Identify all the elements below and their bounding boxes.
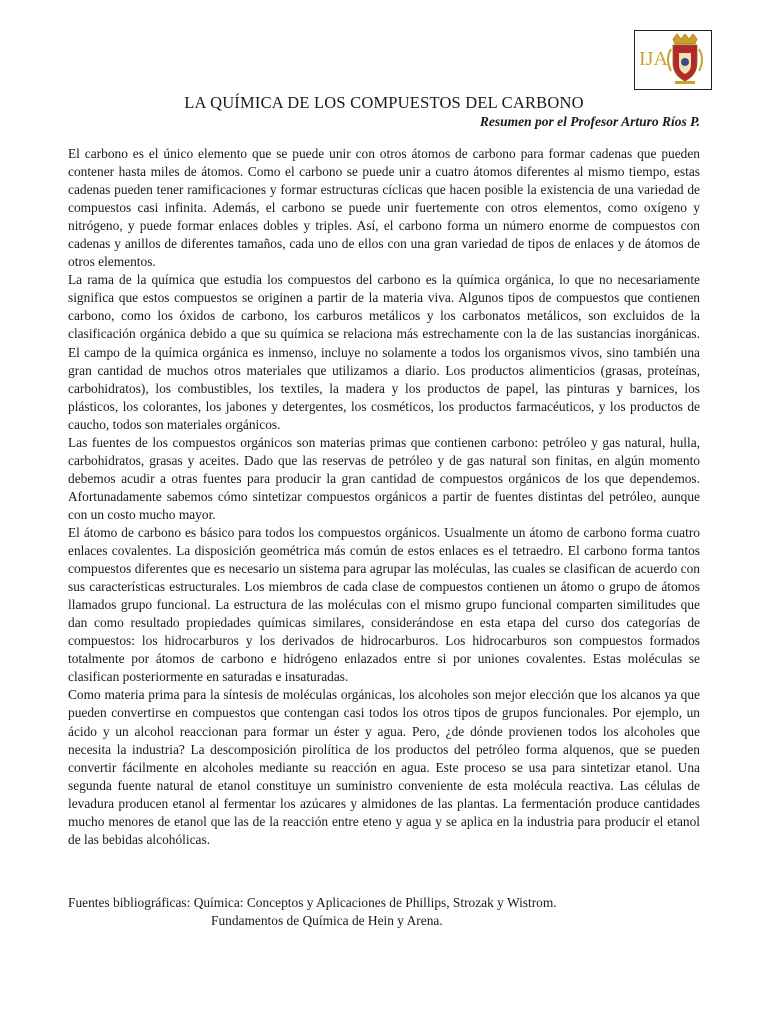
references: [68, 894, 700, 930]
author-subtitle: Resumen por el Profesor Arturo Ríos P.: [479, 114, 700, 129]
crest-icon: [635, 31, 711, 89]
document-body: [68, 145, 700, 849]
paragraph: Como materia prima para la síntesis de moléculas orgánicas, los alcoholes son mejor elección que los alcanos ya que pueden convertirse en compuestos que contengan casi todos los otros tipos de grupos funcionales. Por ejemplo, un ácido y un alcohol reaccionan para formar un éster y agua. Pero, ¿de dónde provienen todos los alcoholes que necesita la industria? La descomposición pirolítica de los productos del petróleo forma alquenos, que se pueden convertir fácilmente en alcoholes mediante su reacción en agua. Este proceso se usa para sintetizar etanol. Una segunda fuente natural de etanol constituye un suministro conveniente de esta molécula reactiva. Las células de levadura producen etanol al fermentar los azúcares y almidones de las plantas. La fermentación produce cantidades mucho menores de etanol que las de la reacción entre eteno y agua y se aplica en la industria para producir el etanol de las bebidas alcohólicas.: [68, 687, 700, 847]
reference-line: Fuentes bibliográficas: Química: Conceptos y Aplicaciones de Phillips, Strozak y Wistrom.: [68, 895, 557, 910]
paragraph: El átomo de carbono es básico para todos los compuestos orgánicos. Usualmente un átomo de carbono forma cuatro enlaces covalentes. La disposición geométrica más común de estos enlaces es el tetraedro. El carbono forma tantos compuestos diferentes que es necesario un sistema para agrupar las moléculas, las cuales se clasifican de acuerdo con sus características estructurales. Los miembros de cada clase de compuestos contienen un átomo o grupo de átomos llamados grupo funcional. La estructura de las moléculas con el mismo grupo funcional comparten similitudes que dan como resultado propiedades químicas similares, considerándose en esta etapa del curso dos categorías de compuestos: los hidrocarburos y los derivados de hidrocarburos. Los hidrocarburos son compuestos formados totalmente por átomos de carbono e hidrógeno enlazados entre si por uniones covalentes. Estas moléculas se clasifican posteriormente en saturadas e insaturadas.: [68, 524, 700, 685]
paragraph: Las fuentes de los compuestos orgánicos son materias primas que contienen carbono: petróleo y gas natural, hulla, carbohidratos, grasas y aceites. Dado que las reservas de petróleo y de gas natural son finitas, en algún momento debemos acudir a otras fuentes para producir la gran cantidad de compuestos orgánicos de los que dependemos. Afortunadamente sabemos cómo sintetizar compuestos orgánicos a partir de fuentes distintas del petróleo, aunque con un costo mucho mayor.: [68, 434, 700, 522]
paragraph: El carbono es el único elemento que se puede unir con otros átomos de carbono para formar cadenas que pueden contener hasta miles de átomos. Como el carbono se puede unir a cuatro átomos diferentes al mismo tiempo, estas cadenas pueden tener ramificaciones y formar estructuras cíclicas que hacen posible la existencia de una variedad de compuestos casi infinita. Además, el carbono se puede unir fuertemente con otros elementos, como oxígeno y nitrógeno, y puede formar enlaces dobles y triples. Así, el carbono forma un número enorme de compuestos con cadenas y anillos de diferentes tamaños, cada uno de ellos con una gran variedad de tipos de enlaces y de átomos de otros elementos.: [68, 146, 700, 270]
paragraph: La rama de la química que estudia los compuestos del carbono es la química orgánica, lo que no necesariamente significa que estos compuestos se originen a partir de la materia viva. Algunos tipos de compuestos que contienen carbono, como los óxidos de carbono, los carburos metálicos y los carbonatos metálicos, son excluidos de la clasificación orgánica debido a que su química se relaciona más estrechamente con la de las sustancias inorgánicas. El campo de la química orgánica es inmenso, incluye no solamente a todos los organismos vivos, sino también una gran cantidad de muchos otros materiales que utilizamos a diario. Los productos alimenticios (grasas, proteínas, carbohidratos), los combustibles, los textiles, la madera y los productos de papel, las pinturas y barnices, los plásticos, los colorantes, los jabones y detergentes, los cosméticos, los productos farmacéuticos, y los productos de caucho, todos son materiales orgánicos.: [68, 272, 700, 432]
reference-line: Fundamentos de Química de Hein y Arena.: [211, 913, 443, 929]
page-title: LA QUÍMICA DE LOS COMPUESTOS DEL CARBONO: [184, 93, 584, 112]
logo-monogram: IJA: [639, 48, 668, 70]
school-logo: [634, 30, 712, 90]
